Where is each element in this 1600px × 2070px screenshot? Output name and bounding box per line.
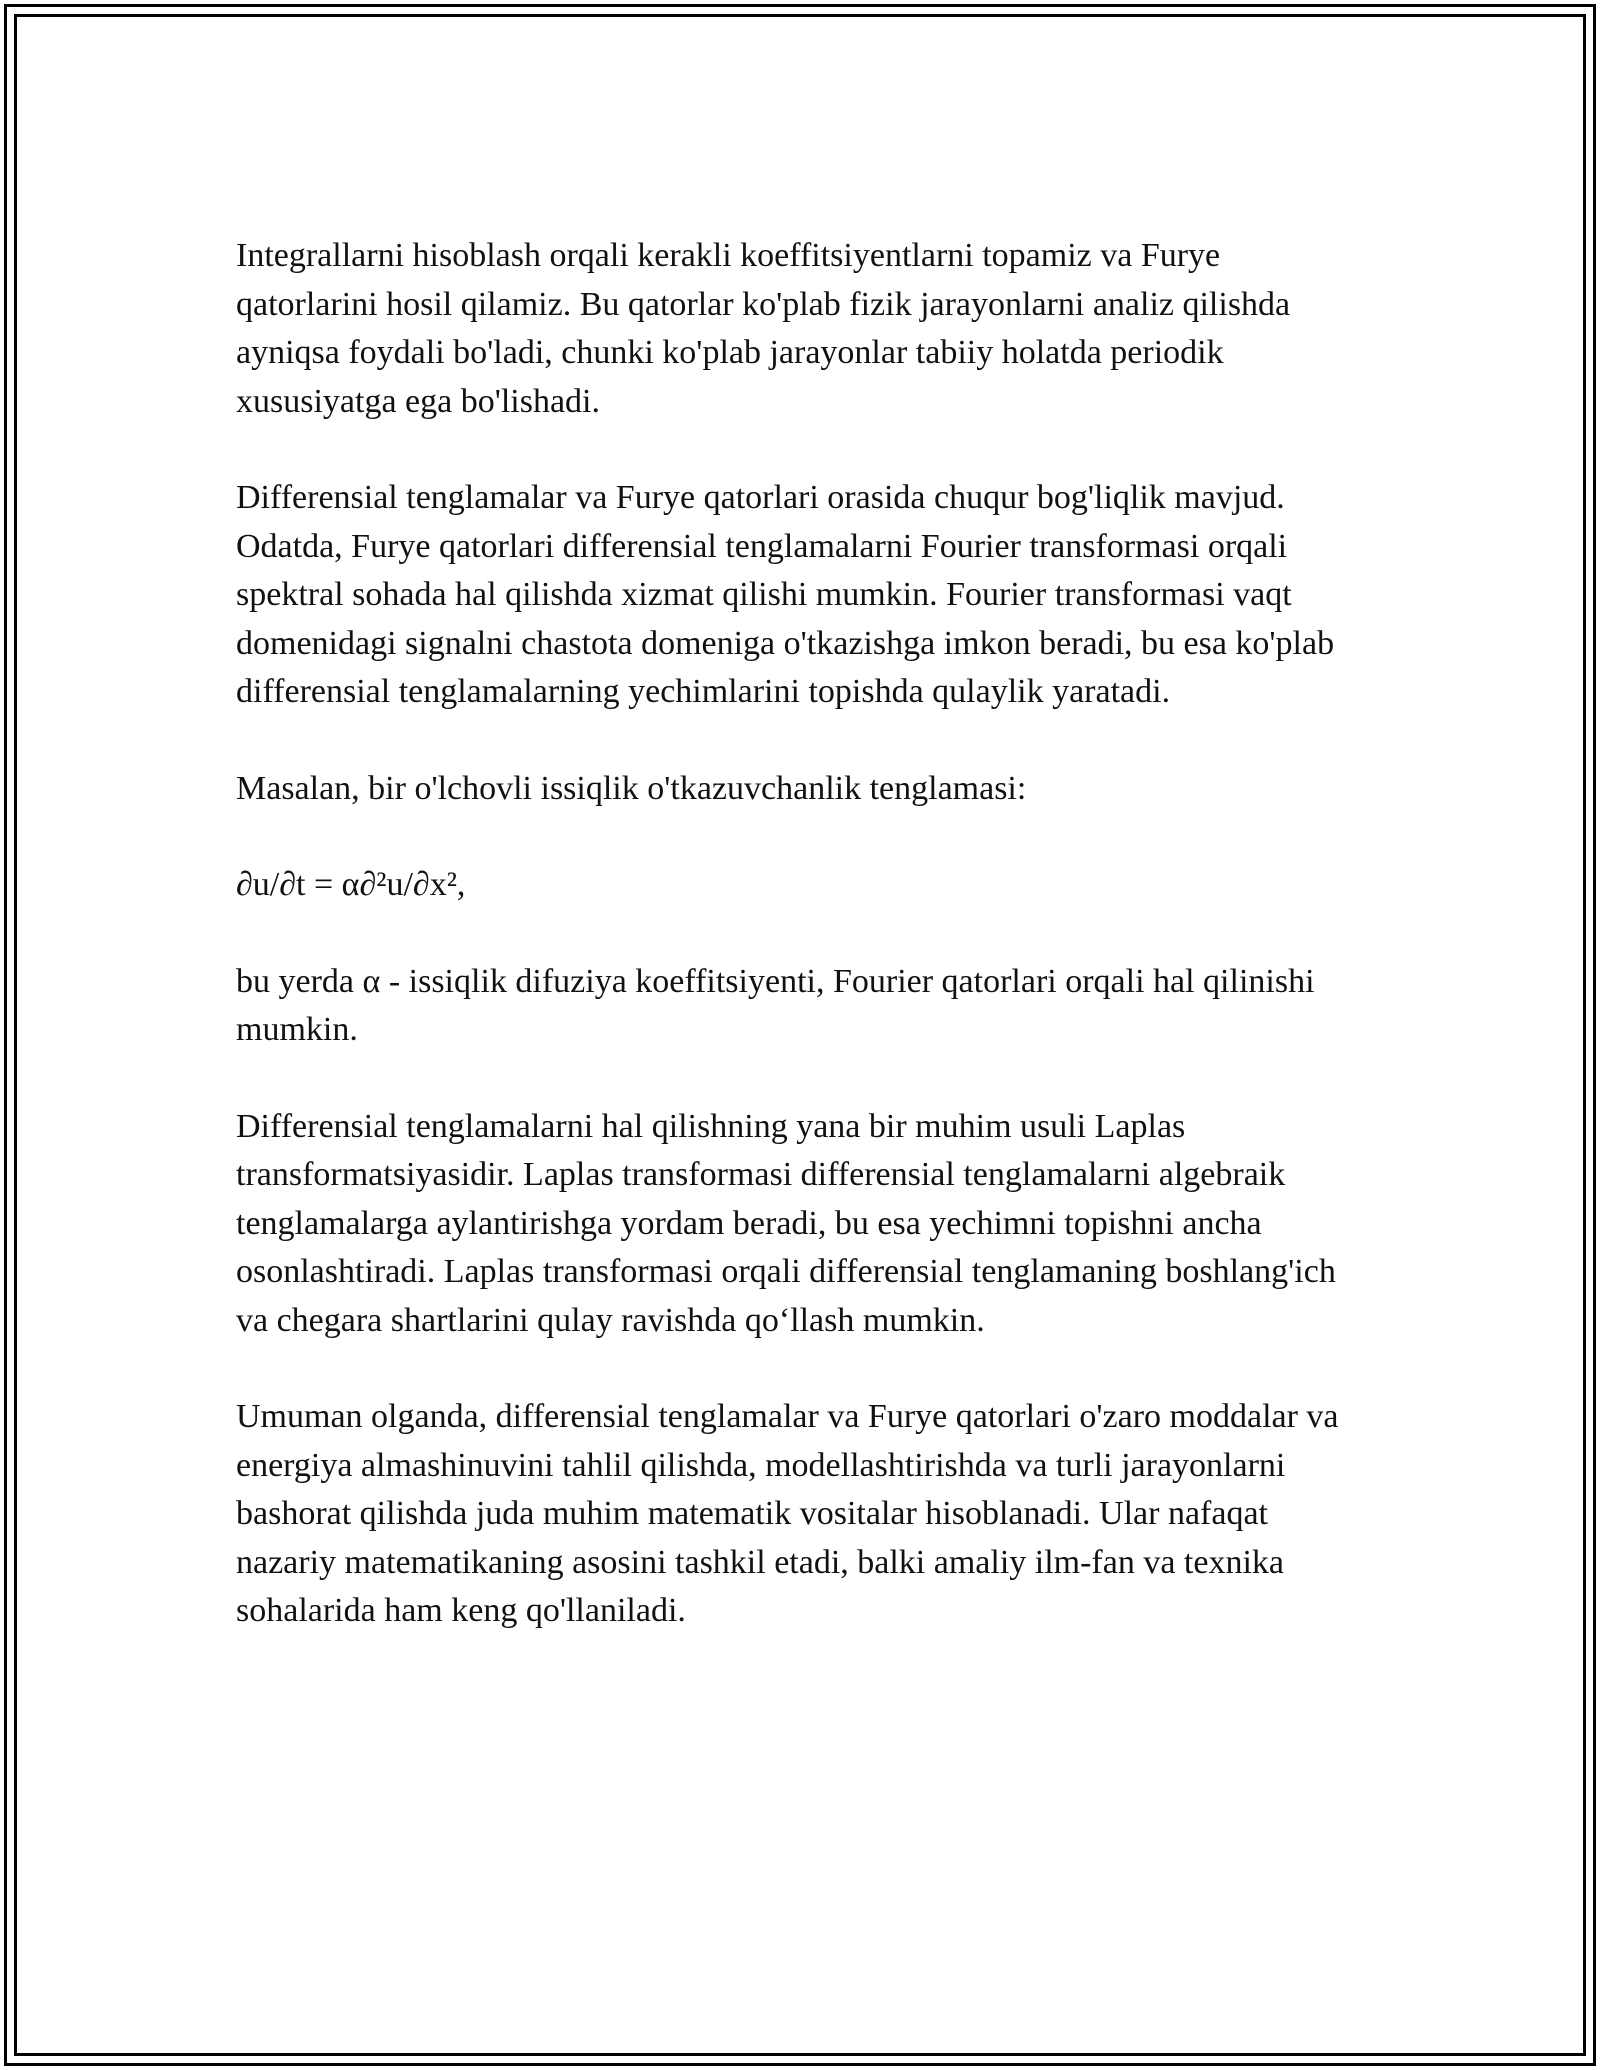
paragraph-conclusion: Umuman olganda, differensial tenglamalar va Furye qatorlari o'zaro moddalar va energiya almashinuvini tahlil qilishda, modellashtirishda va turli jarayonlarni bashorat qilishda juda muhim matematik vositalar hisoblanadi. Ular nafaqat nazariy matematikaning asosini tashkil etadi, balki amaliy ilm-fan va texnika sohalarida ham keng qo'llaniladi. <box>236 1398 1339 1629</box>
paragraph-fourier-differential: Differensial tenglamalar va Furye qatorlari orasida chuqur bog'liqlik mavjud. Odatda, Furye qatorlari differensial tenglamalarni Fourier transformasi orqali spektral sohada hal qilishda xizmat qilishi mumkin. Fourier transformasi vaqt domenidagi signalni chastota domeniga o'tkazishga imkon beradi, bu esa ko'plab differensial tenglamalarning yechimlarini topishda qulaylik yaratadi. <box>236 479 1335 710</box>
paragraph-heat-equation-intro: Masalan, bir o'lchovli issiqlik o'tkazuvchanlik tenglamasi: <box>236 769 1027 807</box>
paragraph-fourier-coefficients: Integrallarni hisoblash orqali kerakli koeffitsiyentlarni topamiz va Furye qatorlarini hosil qilamiz. Bu qatorlar ko'plab fizik jarayonlarni analiz qilishda ayniqsa foydali bo'ladi, chunki ko'plab jarayonlar tabiiy holatda periodik xususiyatga ega bo'lishadi. <box>236 237 1291 420</box>
document-body <box>236 232 1366 1684</box>
paragraph-diffusion-coefficient: bu yerda α - issiqlik difuziya koeffitsiyenti, Fourier qatorlari orqali hal qilinishi mumkin. <box>236 962 1315 1048</box>
heat-equation-formula: ∂u/∂t = α∂²u/∂x², <box>236 866 466 903</box>
paragraph-laplace-transform: Differensial tenglamalarni hal qilishning yana bir muhim usuli Laplas transformatsiyasidir. Laplas transformasi differensial tenglamalarni algebraik tenglamalarga aylantirishga yordam beradi, bu esa yechimni topishni ancha osonlashtiradi. Laplas transformasi orqali differensial tenglamaning boshlang'ich va chegara shartlarini qulay ravishda qo‘llash mumkin. <box>236 1107 1336 1339</box>
